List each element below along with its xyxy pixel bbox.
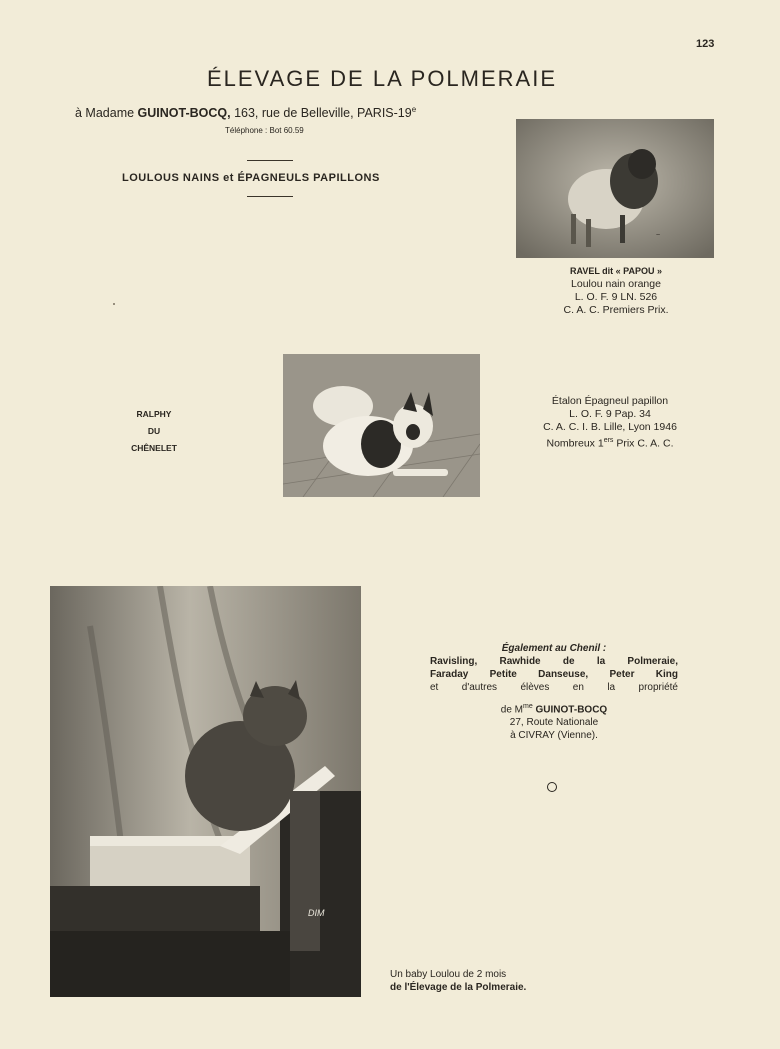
print-speck bbox=[113, 303, 115, 305]
address-line bbox=[75, 105, 416, 120]
etalon-line-4 bbox=[520, 434, 700, 451]
ralphy-label bbox=[112, 406, 196, 457]
chenil-line-1: Ravisling, Rawhide de la Polmeraie, bbox=[430, 656, 678, 667]
chenil-owner-prefix: de M bbox=[500, 704, 524, 716]
baby-caption-line-2: de l'Élevage de la Polmeraie. bbox=[390, 982, 527, 993]
address-name: GUINOT-BOCQ, bbox=[137, 106, 231, 121]
divider-bottom bbox=[247, 196, 293, 197]
page-title: ÉLEVAGE DE LA POLMERAIE bbox=[206, 66, 558, 91]
ravel-line-3: C. A. C. Premiers Prix. bbox=[563, 304, 669, 316]
chenil-owner-sup: me bbox=[523, 703, 533, 710]
etalon-last-prefix: Nombreux 1 bbox=[546, 437, 604, 450]
photo-ravel bbox=[516, 119, 714, 258]
caption-ravel bbox=[520, 265, 712, 317]
address-prefix: à Madame bbox=[75, 106, 138, 121]
chenil-owner-name: GUINOT-BOCQ bbox=[532, 704, 608, 716]
ravel-line-1: Loulou nain orange bbox=[571, 278, 661, 290]
etalon-line-1: Étalon Épagneul papillon bbox=[551, 395, 669, 407]
ralphy-line-3: CHÊNELET bbox=[131, 443, 177, 453]
ralphy-line-2: DU bbox=[147, 426, 161, 436]
photo-ralphy bbox=[283, 354, 480, 497]
ralphy-line-1: RALPHY bbox=[136, 409, 172, 419]
caption-baby bbox=[390, 968, 526, 994]
breeds-heading: LOULOUS NAINS et ÉPAGNEULS PAPILLONS bbox=[122, 172, 380, 184]
photo-baby-loulou bbox=[50, 586, 361, 997]
chenil-title: Également au Chenil : bbox=[501, 643, 607, 654]
chenil-block bbox=[430, 642, 678, 742]
etalon-line-3: C. A. C. I. B. Lille, Lyon 1946 bbox=[543, 421, 677, 433]
caption-etalon bbox=[520, 395, 700, 451]
circle-ornament bbox=[547, 782, 557, 792]
divider-top bbox=[247, 160, 293, 161]
page-number: 123 bbox=[696, 38, 715, 50]
etalon-line-2: L. O. F. 9 Pap. 34 bbox=[569, 408, 651, 420]
etalon-last-sup: ers bbox=[603, 437, 614, 444]
svg-text:~: ~ bbox=[656, 232, 661, 239]
chenil-line-2: Faraday Petite Danseuse, Peter King bbox=[430, 669, 678, 680]
address-sup: e bbox=[411, 105, 417, 114]
address-street: 163, rue de Belleville, PARIS-19 bbox=[230, 106, 412, 121]
chenil-road: 27, Route Nationale bbox=[509, 717, 599, 729]
phone-line: Téléphone : Bot 60.59 bbox=[225, 126, 304, 135]
etalon-last-suffix: Prix C. A. C. bbox=[613, 437, 674, 450]
ravel-name: RAVEL dit « PAPOU » bbox=[569, 266, 663, 276]
photo-signature: DIM bbox=[308, 908, 325, 918]
chenil-owner bbox=[430, 700, 678, 716]
ravel-line-2: L. O. F. 9 LN. 526 bbox=[574, 291, 658, 303]
chenil-line-3: et d'autres élèves en la propriété bbox=[430, 682, 678, 693]
chenil-town: à CIVRAY (Vienne). bbox=[510, 730, 598, 742]
baby-caption-line-1: Un baby Loulou de 2 mois bbox=[390, 969, 507, 980]
